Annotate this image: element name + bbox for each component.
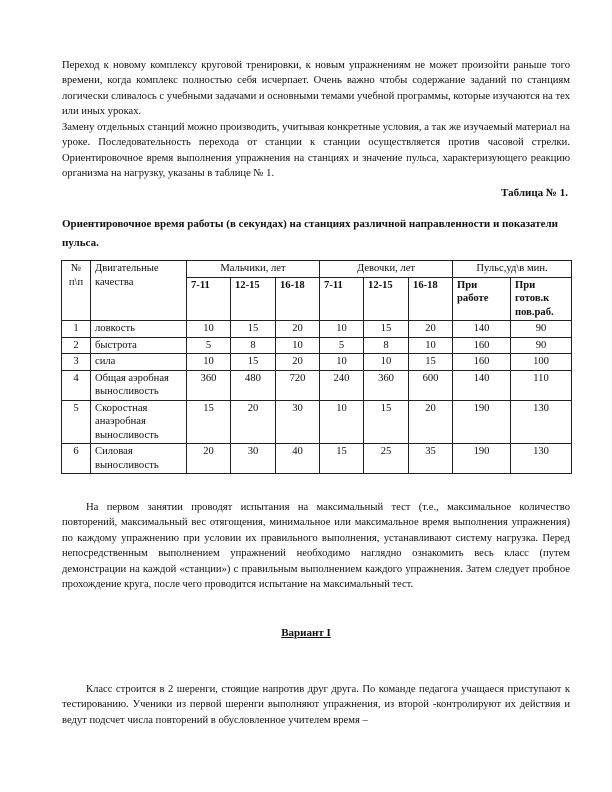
cell-value: 10 [187,321,231,338]
table-row [62,444,572,474]
cell-value: 20 [276,321,320,338]
cell-value: 8 [231,337,276,354]
header-boys: Мальчики, лет [187,261,320,278]
cell-value: 10 [320,354,364,371]
cell-value: 480 [231,370,276,400]
header-pulse-work: При работе [453,277,511,321]
cell-value: 160 [453,337,511,354]
header-quality: Двигательные качества [91,261,187,321]
cell-value: 30 [276,400,320,444]
cell-value: 10 [364,354,409,371]
cell-quality: Общая аэробная выносливость [91,370,187,400]
variant-heading: Вариант I [281,627,331,639]
header-pulse: Пульс,уд\в мин. [453,261,572,278]
cell-value: 130 [511,444,572,474]
cell-value: 10 [409,337,453,354]
cell-quality: быстрота [91,337,187,354]
cell-value: 10 [276,337,320,354]
header-boys-age-1: 7-11 [187,277,231,321]
header-girls-age-3: 16-18 [409,277,453,321]
cell-value: 600 [409,370,453,400]
cell-value: 20 [276,354,320,371]
cell-value: 20 [409,400,453,444]
cell-value: 35 [409,444,453,474]
cell-value: 5 [320,337,364,354]
cell-value: 10 [320,400,364,444]
cell-quality: Силовая выносливость [91,444,187,474]
cell-value: 15 [409,354,453,371]
cell-value: 110 [511,370,572,400]
cell-value: 15 [364,400,409,444]
header-pulse-ready: При готов.к пов.раб. [511,277,572,321]
cell-value: 20 [409,321,453,338]
station-time-table [61,260,572,474]
cell-num: 2 [62,337,91,354]
cell-quality: Скоростная анаэробная выносливость [91,400,187,444]
paragraph-max-test: На первом занятии проводят испытания на максимальный тест (т.е., максимальное количество повторений, максимальный вес отягощения, минимальное или максимальное время выполнения упражнения) по каждому упражнению при условии их правильного выполнения, устанавливают систему нагрузка. Перед непосредственным выполнением упражнений необходимо наглядно ознакомить весь класс (путем демонстрации на каждой «станции») с правильным выполнением каждого упражнения. Затем следует пробное прохождение круга, после чего проводится испытание на максимальный тест. [62,502,570,591]
header-boys-age-2: 12-15 [231,277,276,321]
paragraph-class-lines: Класс строится в 2 шеренги, стоящие напротив друг друга. По команде педагога учащаеся приступают к тестированию. Ученики из первой шеренги выполняют упражнения, из второй -контролируют их действия и ведут подсчет числа повторений в обусловленное учителем время – [62,684,570,726]
cell-value: 15 [364,321,409,338]
header-num: № п\п [62,261,91,321]
cell-value: 10 [320,321,364,338]
header-girls: Девочки, лет [320,261,453,278]
cell-num: 6 [62,444,91,474]
cell-value: 15 [231,321,276,338]
cell-value: 240 [320,370,364,400]
cell-num: 1 [62,321,91,338]
cell-value: 10 [187,354,231,371]
cell-value: 100 [511,354,572,371]
cell-value: 90 [511,321,572,338]
cell-value: 190 [453,444,511,474]
cell-num: 5 [62,400,91,444]
cell-value: 130 [511,400,572,444]
header-boys-age-3: 16-18 [276,277,320,321]
table-row [62,400,572,444]
cell-value: 190 [453,400,511,444]
cell-value: 360 [187,370,231,400]
table-row [62,321,572,338]
cell-quality: ловкость [91,321,187,338]
cell-quality: сила [91,354,187,371]
cell-value: 720 [276,370,320,400]
cell-num: 4 [62,370,91,400]
cell-value: 15 [187,400,231,444]
header-girls-age-2: 12-15 [364,277,409,321]
table-caption: Ориентировочное время работы (в секундах) на станциях различной направленности и показатели пульса. [62,218,558,249]
table-row [62,354,572,371]
table-number: Таблица № 1. [501,187,568,199]
cell-value: 8 [364,337,409,354]
cell-value: 40 [276,444,320,474]
header-girls-age-1: 7-11 [320,277,364,321]
cell-value: 5 [187,337,231,354]
cell-value: 20 [231,400,276,444]
paragraph-station-replacement: Замену отдельных станций можно производить, учитывая конкретные условия, а так же изучаемый материал на уроке. Последовательность перехода от станции к станции осуществляется против часовой стрелки. Ориентировочное время выполнения упражнения на станциях и значение пульса, характеризующего реакцию организма на нагрузку, указаны в таблице № 1. [62,122,570,180]
cell-value: 360 [364,370,409,400]
cell-value: 15 [320,444,364,474]
cell-value: 20 [187,444,231,474]
cell-value: 25 [364,444,409,474]
cell-value: 90 [511,337,572,354]
cell-value: 160 [453,354,511,371]
paragraph-circuit-change: Переход к новому комплексу круговой тренировки, к новым упражнениям не может произойти раньше того времени, когда комплекс полностью себя исчерпает. Очень важно чтобы содержание заданий по станциям логически сливалось с учебными задачами и основными темами учебной программы, которые изучаются на тех или иных уроках. [62,60,570,118]
cell-value: 15 [231,354,276,371]
cell-value: 30 [231,444,276,474]
table-row [62,370,572,400]
cell-value: 140 [453,370,511,400]
cell-value: 140 [453,321,511,338]
cell-num: 3 [62,354,91,371]
table-row [62,337,572,354]
